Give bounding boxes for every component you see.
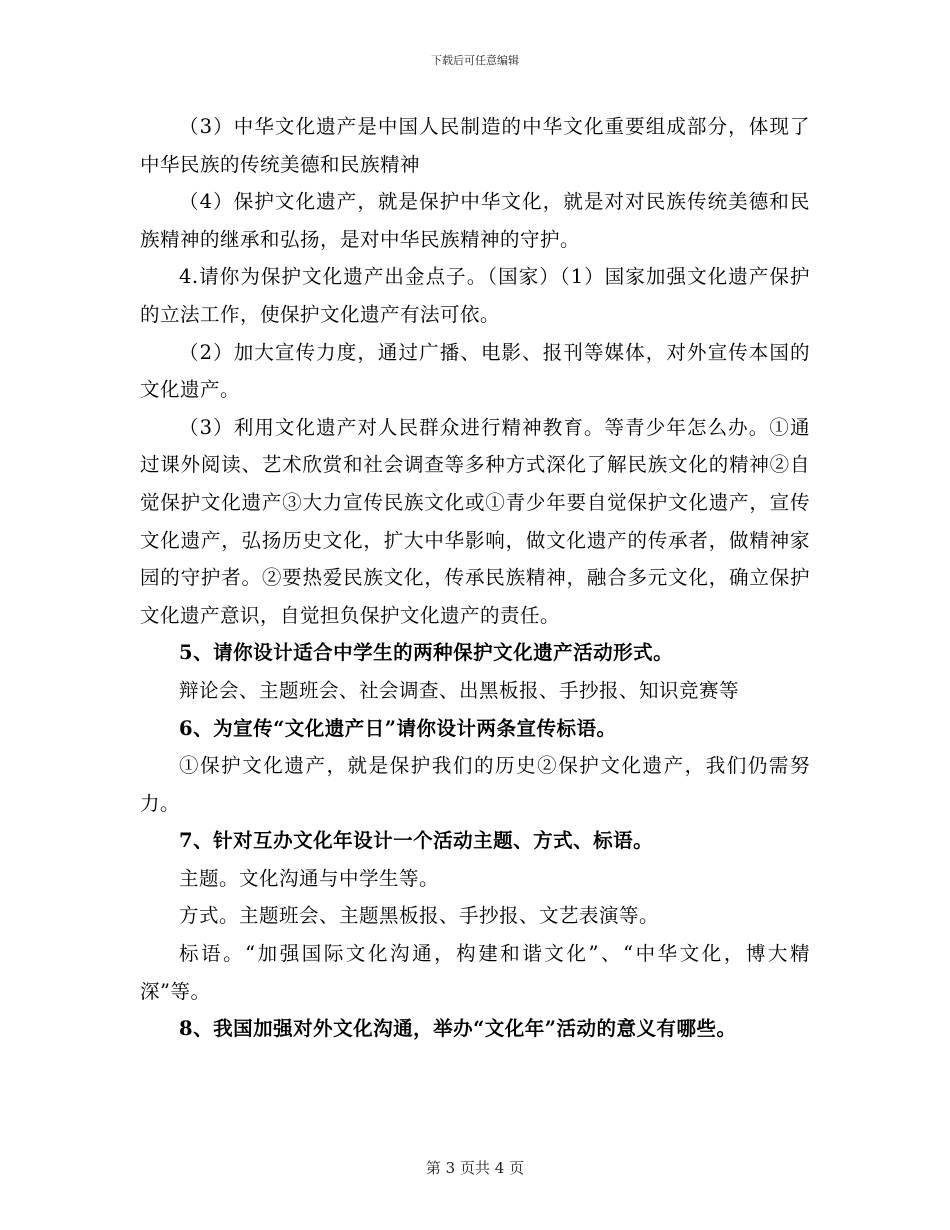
paragraph-5: （3）利用文化遗产对人民群众进行精神教育。等青少年怎么办。①通过课外阅读、艺术欣赏和社会调查等多种方式深化了解民族文化的精神②自觉保护文化遗产③大力宣传民族文化或①青少年要自觉保护文化遗产，宣传文化遗产，弘扬历史文化，扩大中华影响，做文化遗产的传承者，做精神家园的守护者。②要热爱民族文化，传承民族精神，融合多元文化，确立保护文化遗产意识，自觉担负保护文化遗产的责任。 [140, 415, 810, 627]
question-8-heading: 8、我国加强对外文化沟通，举办“文化年”活动的意义有哪些。 [179, 1017, 737, 1041]
page-footer: 第 3 页共 4 页 [425, 1159, 525, 1177]
paragraph-1: （3）中华文化遗产是中国人民制造的中华文化重要组成部分，体现了中华民族的传统美德和民族精神 [140, 115, 810, 176]
paragraph-3: 4.请你为保护文化遗产出金点子。（国家）（1）国家加强文化遗产保护的立法工作，使保护文化遗产有法可依。 [140, 265, 810, 326]
document-body [140, 108, 810, 1048]
question-6-heading: 6、为宣传“文化遗产日”请你设计两条宣传标语。 [179, 716, 617, 740]
paragraph-7: 辩论会、主题班会、社会调查、出黑板报、手抄报、知识竞赛等 [179, 678, 740, 702]
question-5-heading: 5、请你设计适合中学生的两种保护文化遗产活动形式。 [179, 641, 674, 665]
paragraph-4: （2）加大宣传力度，通过广播、电影、报刊等媒体，对外宣传本国的文化遗产。 [140, 340, 810, 402]
page-header: 下载后可任意编辑 [431, 54, 519, 67]
paragraph-11: 主题。文化沟通与中学生等。 [179, 866, 440, 890]
paragraph-12: 方式。主题班会、主题黑板报、手抄报、文艺表演等。 [179, 904, 660, 928]
question-7-heading: 7、针对互办文化年设计一个活动主题、方式、标语。 [179, 829, 654, 853]
paragraph-9: ①保护文化遗产，就是保护我们的历史②保护文化遗产，我们仍需努力。 [140, 754, 810, 815]
paragraph-13: 标语。“加强国际文化沟通，构建和谐文化”、“中华文化，博大精深”等。 [140, 942, 810, 1003]
paragraph-2: （4）保护文化遗产，就是保护中华文化，就是对对民族传统美德和民族精神的继承和弘扬，是对中华民族精神的守护。 [140, 190, 810, 251]
